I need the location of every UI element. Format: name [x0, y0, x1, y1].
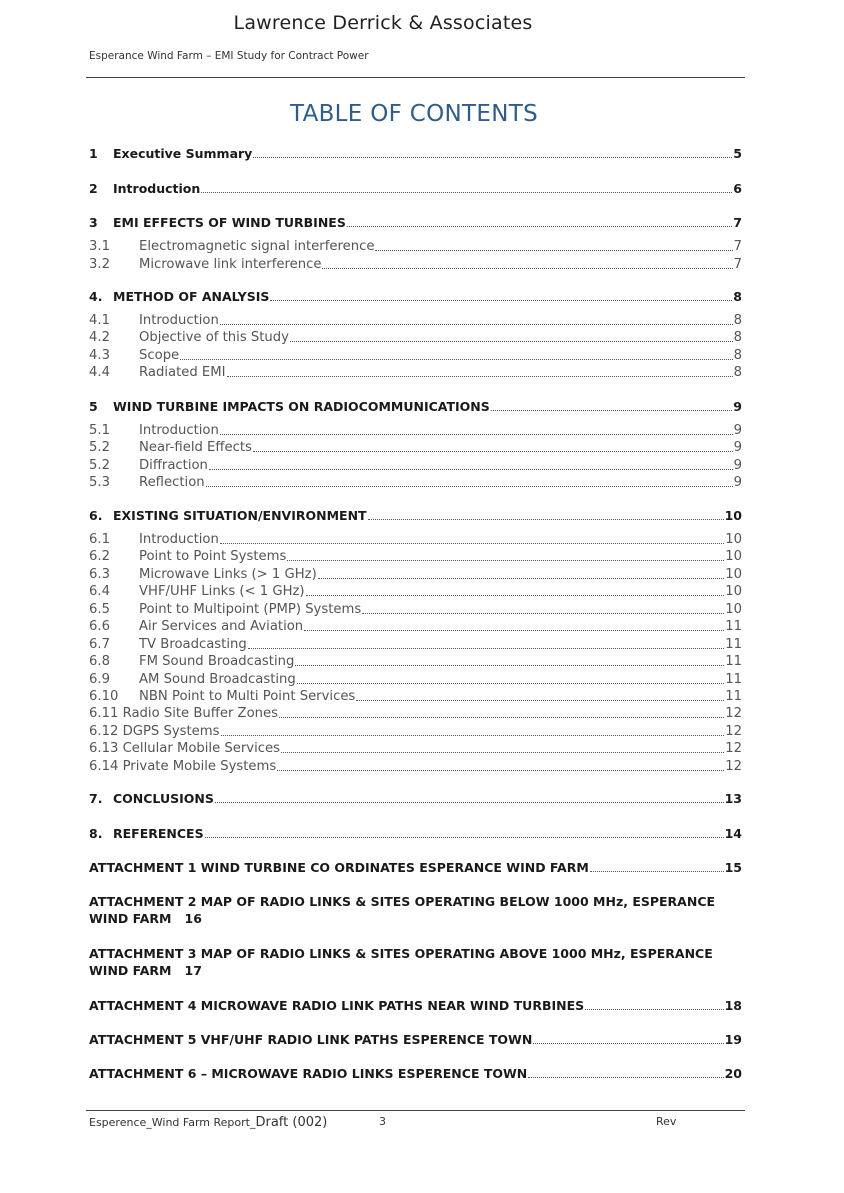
toc-entry-label: Radio Site Buffer Zones	[122, 706, 279, 721]
toc-dot-leader	[295, 652, 724, 666]
toc-entry-label: FM Sound Broadcasting	[139, 654, 295, 669]
toc-entry-number: 6.12	[89, 724, 119, 739]
toc-entry-page: 9	[733, 440, 742, 455]
toc-entry-label: REFERENCES	[113, 826, 204, 841]
toc-dot-leader	[209, 456, 733, 470]
toc-entry-page: 6	[733, 181, 742, 196]
toc-entry-page: 10	[725, 567, 742, 582]
toc-entry[interactable]	[89, 635, 742, 652]
toc-entry[interactable]	[89, 687, 742, 704]
toc-entry-label: ATTACHMENT 5 VHF/UHF RADIO LINK PATHS ESPERENCE TOWN	[89, 1032, 533, 1047]
toc-entry-number: 6.14	[89, 759, 119, 774]
toc-entry-label: Scope	[139, 348, 180, 363]
toc-dot-leader	[253, 145, 732, 159]
toc-entry-number: 8.	[89, 826, 103, 841]
toc-entry-number: 6.9	[89, 672, 110, 687]
toc-entry[interactable]	[89, 945, 729, 979]
toc-entry-label: Introduction	[139, 423, 219, 438]
toc-entry-page: 12	[725, 759, 742, 774]
toc-entry-page: 13	[724, 791, 742, 806]
toc-dot-leader	[304, 617, 724, 631]
toc-entry-label: CONCLUSIONS	[113, 791, 214, 806]
toc-entry-page: 9	[733, 458, 742, 473]
toc-entry-number: 3.1	[89, 239, 110, 254]
toc-entry-label: Near-field Effects	[139, 440, 252, 455]
toc-entry-label: Air Services and Aviation	[139, 619, 304, 634]
toc-entry[interactable]	[89, 237, 742, 254]
toc-entry-page: 12	[725, 741, 742, 756]
toc-entry-page: 17	[184, 963, 202, 978]
toc-entry[interactable]	[89, 456, 742, 473]
toc-dot-leader	[227, 363, 733, 377]
toc-dot-leader	[491, 398, 733, 412]
toc-entry-label: TV Broadcasting	[139, 637, 247, 652]
toc-entry-number: 2	[89, 181, 98, 196]
toc-entry[interactable]	[89, 255, 742, 272]
toc-entry-number: 6.4	[89, 584, 110, 599]
toc-dot-leader	[287, 547, 724, 561]
toc-entry-number: 3	[89, 215, 98, 230]
toc-entry-page: 8	[733, 348, 742, 363]
toc-entry[interactable]	[89, 859, 742, 875]
toc-entry[interactable]	[89, 311, 742, 328]
toc-entry-number: 6.11	[89, 706, 119, 721]
toc-entry-page: 8	[733, 289, 742, 304]
toc-entry[interactable]	[89, 722, 742, 739]
toc-dot-leader	[368, 507, 724, 521]
footer-rule	[86, 1110, 745, 1111]
toc-entry-label: Executive Summary	[113, 146, 253, 161]
toc-entry[interactable]	[89, 825, 742, 841]
toc-entry-label: AM Sound Broadcasting	[139, 672, 296, 687]
toc-entry-label: VHF/UHF Links (< 1 GHz)	[139, 584, 305, 599]
footer-page-number: 3	[379, 1115, 386, 1128]
toc-dot-leader	[220, 311, 733, 325]
toc-entry[interactable]	[89, 473, 742, 490]
toc-entry[interactable]	[89, 438, 742, 455]
toc-entry[interactable]	[89, 652, 742, 669]
toc-entry-page: 11	[725, 637, 742, 652]
toc-dot-leader	[375, 237, 732, 251]
toc-entry-page: 7	[733, 257, 742, 272]
toc-dot-leader	[201, 180, 732, 194]
toc-entry-page: 8	[733, 313, 742, 328]
toc-entry-page: 10	[725, 584, 742, 599]
toc-entry-number: 6.6	[89, 619, 110, 634]
toc-entry[interactable]	[89, 739, 742, 756]
toc-entry-label: Microwave Links (> 1 GHz)	[139, 567, 317, 582]
toc-entry-number: 5.1	[89, 423, 110, 438]
toc-entry-label: ATTACHMENT 3 MAP OF RADIO LINKS & SITES OPERATING ABOVE 1000 MHz, ESPERANCE WIND FARM	[89, 946, 713, 978]
toc-entry[interactable]	[89, 565, 742, 582]
toc-entry[interactable]	[89, 346, 742, 363]
toc-entry-page: 10	[725, 549, 742, 564]
toc-entry-number: 1	[89, 146, 98, 161]
toc-dot-leader	[215, 790, 724, 804]
toc-entry-label: ATTACHMENT 2 MAP OF RADIO LINKS & SITES OPERATING BELOW 1000 MHz, ESPERANCE WIND FARM	[89, 894, 716, 926]
toc-entry-page: 9	[733, 399, 742, 414]
toc-dot-leader	[362, 600, 724, 614]
toc-dot-leader	[220, 421, 733, 435]
toc-entry-page: 7	[733, 215, 742, 230]
toc-dot-leader	[585, 997, 723, 1011]
toc-entry-number: 6.13	[89, 741, 119, 756]
toc-entry-number: 5.2	[89, 458, 110, 473]
toc-entry-label: ATTACHMENT 4 MICROWAVE RADIO LINK PATHS NEAR WIND TURBINES	[89, 998, 585, 1013]
toc-entry-number: 6.7	[89, 637, 110, 652]
toc-entry-label: Objective of this Study	[139, 330, 289, 345]
toc-entry-number: 6.10	[89, 689, 119, 704]
toc-entry-page: 15	[724, 860, 742, 875]
toc-entry[interactable]	[89, 214, 742, 230]
toc-entry-page: 12	[725, 706, 742, 721]
toc-entry-label: Point to Multipoint (PMP) Systems	[139, 602, 362, 617]
toc-entry-page: 7	[733, 239, 742, 254]
toc-entry-number: 5	[89, 399, 98, 414]
toc-dot-leader	[205, 825, 724, 839]
toc-entry-label: WIND TURBINE IMPACTS ON RADIOCOMMUNICATIONS	[113, 399, 490, 414]
toc-entry-number: 4.3	[89, 348, 110, 363]
toc-entry-page: 16	[184, 911, 202, 926]
toc-dot-leader	[347, 214, 732, 228]
toc-entry-page: 11	[725, 619, 742, 634]
toc-entry-label: Reflection	[139, 475, 205, 490]
toc-entry-label: Microwave link interference	[139, 257, 322, 272]
toc-entry-page: 5	[733, 146, 742, 161]
toc-dot-leader	[590, 859, 724, 873]
toc-entry-number: 4.2	[89, 330, 110, 345]
footer-filename-suffix: Draft (002)	[255, 1115, 328, 1130]
toc-entry-page: 14	[724, 826, 742, 841]
toc-entry[interactable]	[89, 547, 742, 564]
toc-entry[interactable]	[89, 288, 742, 304]
toc-dot-leader	[180, 346, 732, 360]
toc-entry-label: EXISTING SITUATION/ENVIRONMENT	[113, 508, 367, 523]
toc-entry-label: Electromagnetic signal interference	[139, 239, 375, 254]
toc-entry[interactable]	[89, 180, 742, 196]
toc-entry-label: Cellular Mobile Services	[122, 741, 281, 756]
toc-entry-page: 10	[725, 602, 742, 617]
toc-entry-number: 4.4	[89, 365, 110, 380]
toc-entry-number: 6.5	[89, 602, 110, 617]
toc-dot-leader	[322, 255, 732, 269]
toc-entry-page: 18	[724, 998, 742, 1013]
toc-entry-page: 10	[725, 532, 742, 547]
toc-entry[interactable]	[89, 1065, 742, 1081]
toc-entry-label: Private Mobile Systems	[122, 759, 277, 774]
footer-rev: Rev	[656, 1115, 677, 1128]
toc-dot-leader	[533, 1031, 723, 1045]
toc-entry-label: DGPS Systems	[122, 724, 220, 739]
toc-dot-leader	[277, 757, 724, 771]
toc-entry-page: 20	[724, 1066, 742, 1081]
toc-entry-label: Introduction	[113, 181, 201, 196]
toc-entry-label: Introduction	[139, 313, 219, 328]
toc-entry-page: 11	[725, 672, 742, 687]
toc-title: TABLE OF CONTENTS	[290, 101, 538, 127]
footer-filename-prefix: Esperence_Wind Farm Report_	[89, 1116, 256, 1129]
toc-entry[interactable]	[89, 582, 742, 599]
toc-entry-label: EMI EFFECTS OF WIND TURBINES	[113, 215, 346, 230]
toc-entry-page: 9	[733, 475, 742, 490]
toc-entry-number: 5.2	[89, 440, 110, 455]
toc-entry-number: 6.3	[89, 567, 110, 582]
header-rule	[86, 77, 745, 78]
toc-dot-leader	[528, 1065, 723, 1079]
toc-entry-page: 12	[725, 724, 742, 739]
toc-entry[interactable]	[89, 421, 742, 438]
toc-entry-number: 3.2	[89, 257, 110, 272]
toc-entry[interactable]	[89, 363, 742, 380]
toc-dot-leader	[318, 565, 725, 579]
toc-dot-leader	[253, 438, 733, 452]
toc-dot-leader	[248, 635, 724, 649]
company-name: Lawrence Derrick & Associates	[233, 12, 533, 34]
toc-entry[interactable]	[89, 757, 742, 774]
toc-entry-label: ATTACHMENT 1 WIND TURBINE CO ORDINATES ESPERANCE WIND FARM	[89, 860, 589, 875]
toc-entry-label: Radiated EMI	[139, 365, 226, 380]
toc-entry[interactable]	[89, 790, 742, 806]
toc-entry-page: 8	[733, 365, 742, 380]
toc-entry[interactable]	[89, 600, 742, 617]
toc-entry-number: 6.	[89, 508, 103, 523]
toc-entry[interactable]	[89, 670, 742, 687]
toc-entry-label: Point to Point Systems	[139, 549, 287, 564]
toc-dot-leader	[221, 722, 725, 736]
toc-entry-label: NBN Point to Multi Point Services	[139, 689, 356, 704]
toc-entry[interactable]	[89, 145, 742, 161]
toc-entry-page: 9	[733, 423, 742, 438]
toc-entry[interactable]	[89, 997, 742, 1013]
toc-dot-leader	[206, 473, 733, 487]
toc-entry[interactable]	[89, 893, 729, 927]
toc-entry-label: ATTACHMENT 6 – MICROWAVE RADIO LINKS ESPERENCE TOWN	[89, 1066, 528, 1081]
toc-dot-leader	[306, 582, 725, 596]
toc-entry[interactable]	[89, 617, 742, 634]
toc-entry-page: 11	[725, 689, 742, 704]
toc-dot-leader	[220, 530, 724, 544]
toc-dot-leader	[279, 704, 724, 718]
document-subtitle: Esperance Wind Farm – EMI Study for Contract Power	[89, 50, 369, 62]
toc-entry-page: 19	[724, 1032, 742, 1047]
toc-dot-leader	[270, 288, 732, 302]
toc-dot-leader	[281, 739, 724, 753]
footer-filename	[89, 1115, 327, 1130]
toc-entry-number: 4.	[89, 289, 103, 304]
toc-entry[interactable]	[89, 507, 742, 523]
toc-entry-label: METHOD OF ANALYSIS	[113, 289, 270, 304]
toc-entry-label: Diffraction	[139, 458, 208, 473]
toc-entry-page: 11	[725, 654, 742, 669]
toc-entry[interactable]	[89, 1031, 742, 1047]
toc-entry-page: 8	[733, 330, 742, 345]
toc-entry[interactable]	[89, 398, 742, 414]
toc-entry-number: 6.2	[89, 549, 110, 564]
toc-entry-number: 6.8	[89, 654, 110, 669]
toc-entry-label: Introduction	[139, 532, 219, 547]
toc-entry-number: 7.	[89, 791, 103, 806]
toc-entry-number: 4.1	[89, 313, 110, 328]
toc-dot-leader	[290, 328, 733, 342]
toc-entry-page: 10	[724, 508, 742, 523]
toc-entry[interactable]	[89, 530, 742, 547]
toc-entry-number: 6.1	[89, 532, 110, 547]
toc-entry-number: 5.3	[89, 475, 110, 490]
toc-entry[interactable]	[89, 704, 742, 721]
toc-entry[interactable]	[89, 328, 742, 345]
toc-dot-leader	[297, 670, 724, 684]
toc-dot-leader	[356, 687, 724, 701]
